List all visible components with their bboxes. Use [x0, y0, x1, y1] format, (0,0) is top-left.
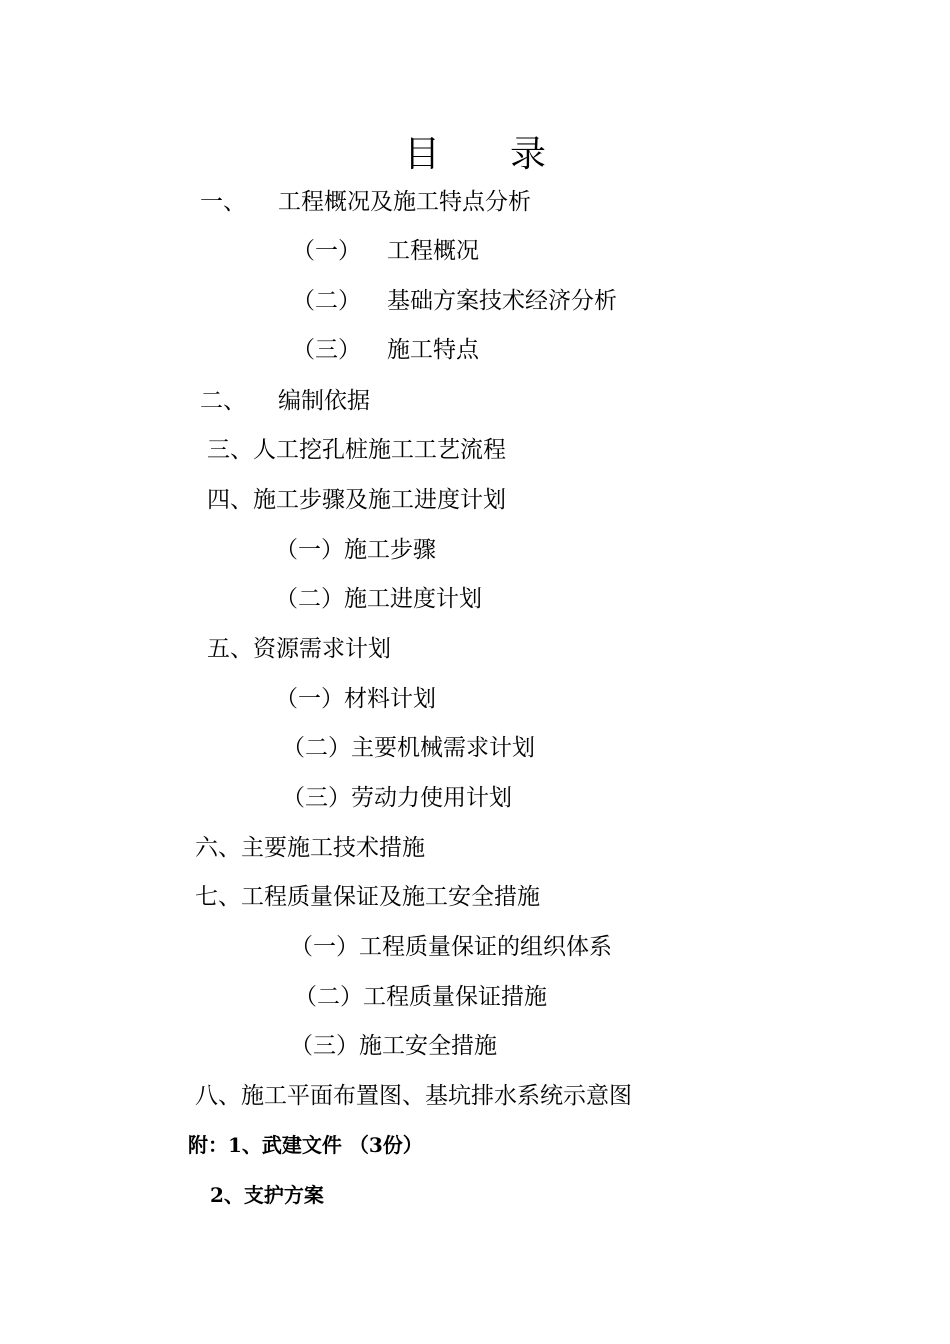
toc-subsection-5-3: （三）劳动力使用计划 — [282, 785, 512, 811]
toc-subsection-5-1: （一）材料计划 — [275, 686, 436, 712]
toc-number: （二） — [292, 288, 361, 314]
toc-subsection-7-1: （一）工程质量保证的组织体系 — [290, 934, 612, 960]
toc-subsection-1-1 — [292, 236, 479, 266]
toc-subsection-1-3 — [292, 335, 479, 365]
toc-section-6: 六、主要施工技术措施 — [195, 835, 425, 861]
toc-number: （一） — [292, 238, 361, 264]
toc-section-5: 五、资源需求计划 — [207, 636, 391, 662]
toc-text: 工程概况 — [387, 238, 479, 264]
toc-section-8: 八、施工平面布置图、基坑排水系统示意图 — [195, 1083, 632, 1109]
toc-section-7: 七、工程质量保证及施工安全措施 — [195, 884, 540, 910]
toc-subsection-4-1: （一）施工步骤 — [275, 537, 436, 563]
toc-section-1 — [200, 187, 531, 217]
toc-subsection-7-2: （二）工程质量保证措施 — [294, 984, 547, 1010]
title-char-2: 录 — [510, 134, 547, 175]
title-char-1: 目 — [403, 134, 440, 175]
toc-text: 编制依据 — [278, 388, 370, 414]
toc-number: 一、 — [200, 189, 246, 215]
toc-text: 基础方案技术经济分析 — [387, 288, 617, 314]
appendix-item-1: 附：1、武建文件 （3份） — [188, 1133, 423, 1157]
toc-section-3: 三、人工挖孔桩施工工艺流程 — [207, 437, 506, 463]
toc-subsection-7-3: （三）施工安全措施 — [290, 1033, 497, 1059]
appendix-item-2: 2、支护方案 — [210, 1183, 324, 1207]
toc-subsection-1-2 — [292, 286, 617, 316]
toc-text: 工程概况及施工特点分析 — [278, 189, 531, 215]
toc-title — [0, 126, 950, 177]
toc-section-4: 四、施工步骤及施工进度计划 — [207, 487, 506, 513]
toc-number: （三） — [292, 337, 361, 363]
toc-subsection-5-2: （二）主要机械需求计划 — [282, 735, 535, 761]
toc-text: 施工特点 — [387, 337, 479, 363]
toc-number: 二、 — [200, 388, 246, 414]
toc-section-2 — [200, 386, 370, 416]
toc-subsection-4-2: （二）施工进度计划 — [275, 586, 482, 612]
